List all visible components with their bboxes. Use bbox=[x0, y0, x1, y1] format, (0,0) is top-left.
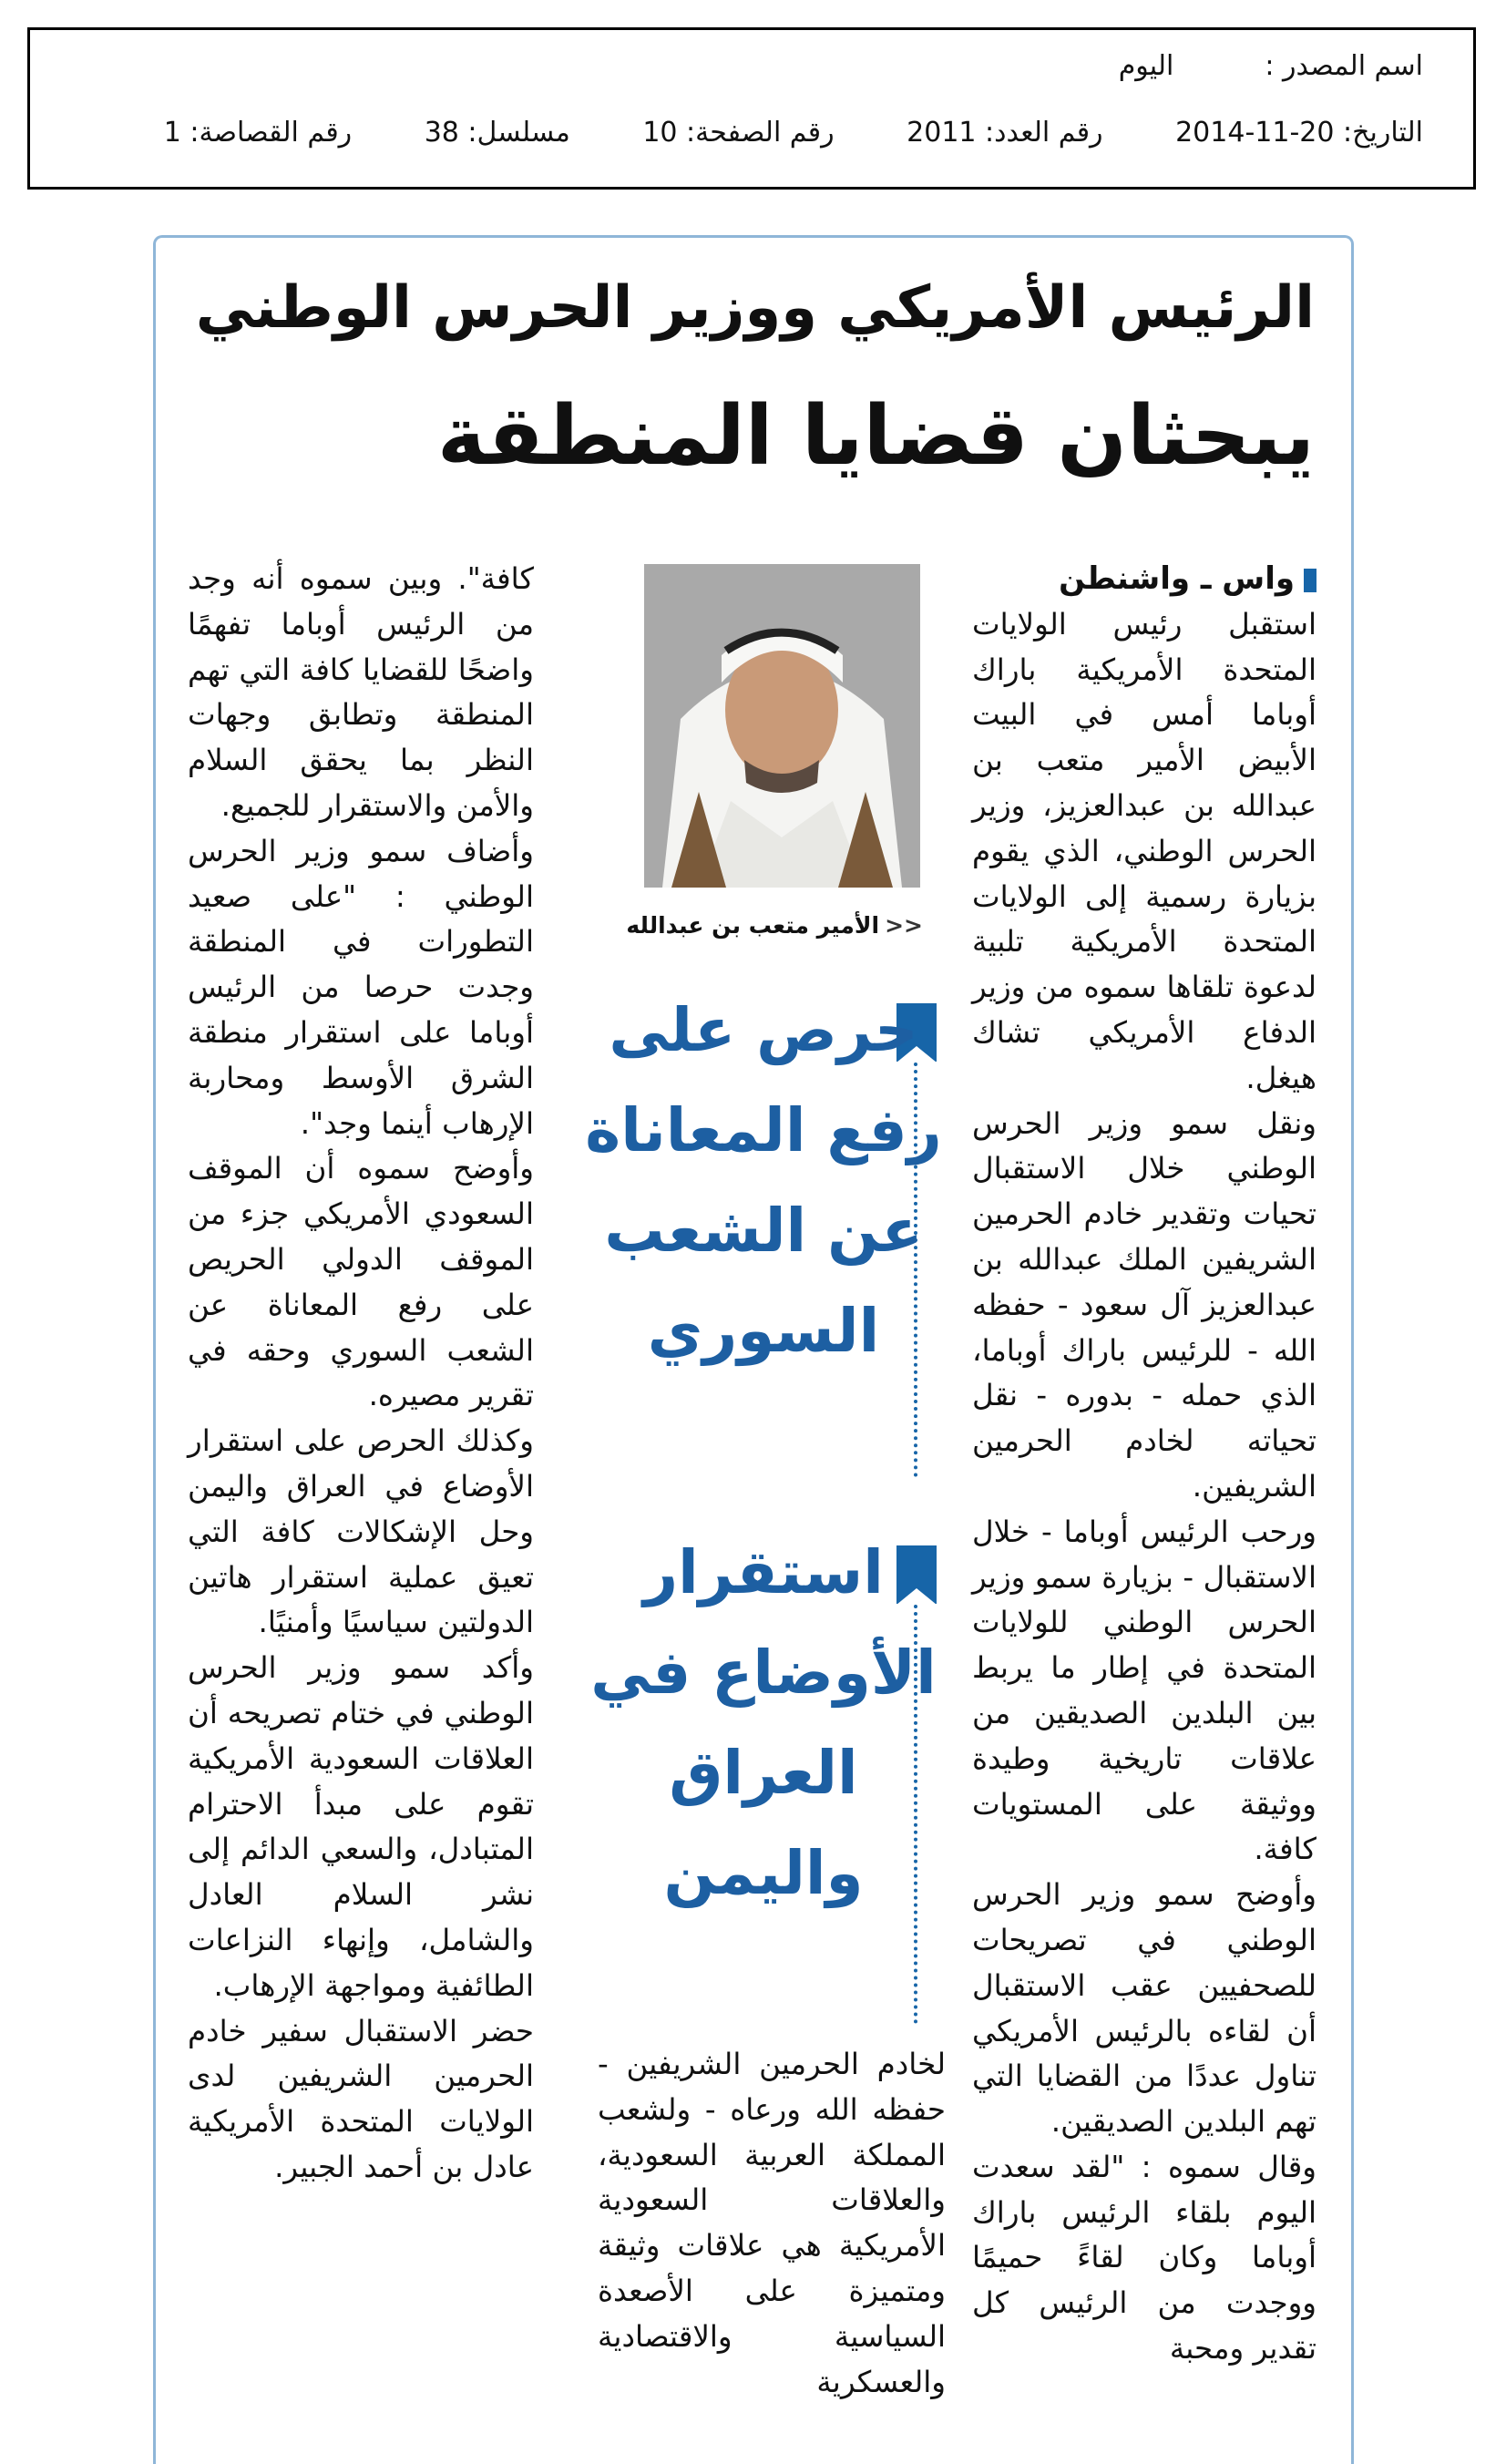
headline-line-1: الرئيس الأمريكي ووزير الحرس الوطني bbox=[195, 274, 1315, 342]
pull-quote-syria: حرص على رفع المعاناة عن الشعب السوري bbox=[585, 995, 942, 1366]
issue-field: رقم العدد: 2011 bbox=[907, 117, 1103, 149]
paragraph: استقبل رئيس الولايات المتحدة الأمريكية باراك أوباما أمس في البيت الأبيض الأمير متعب بن عبدالله بن عبدالعزيز، وزير الحرس الوطني، الذي يقوم بزيارة رسمية إلى الولايات المتحدة الأمريكية تلبية لدعوة تلقاها سموه من وزير الدفاع الأمريكي تشاك هيغل. bbox=[972, 606, 1316, 1095]
article-column-middle bbox=[598, 2042, 946, 2405]
paragraph: وأضاف سمو وزير الحرس الوطني : "على صعيد التطورات في المنطقة وجدت حرصا من الرئيس أوباما على استقرار منطقة الشرق الأوسط ومحاربة الإرهاب أينما وجد". bbox=[188, 833, 534, 1141]
article-column-right bbox=[972, 557, 1316, 2372]
pull-quote-iraq-yemen: استقرار الأوضاع في العراق واليمن bbox=[590, 1537, 937, 1908]
news-clipping bbox=[153, 235, 1354, 2464]
paragraph: وكذلك الحرص على استقرار الأوضاع في العراق واليمن وحل الإشكالات كافة التي تعيق عملية استقرار هاتين الدولتين سياسيًا وأمنيًا. bbox=[188, 1423, 534, 1640]
date-field: التاريخ: 20-11-2014 bbox=[1175, 117, 1423, 149]
source-label: اسم المصدر : bbox=[1265, 50, 1423, 82]
portrait-image bbox=[644, 564, 920, 888]
paragraph: وقال سموه : "لقد سعدت اليوم بلقاء الرئيس باراك أوباما وكان لقاءً حميمًا ووجدت من الرئيس كل تقدير ومحبة bbox=[972, 2149, 1316, 2366]
chevron-icon: << bbox=[885, 912, 923, 939]
paragraph: وأوضح سموه أن الموقف السعودي الأمريكي جزء من الموقف الدولي الحريص على رفع المعاناة عن الشعب السوري وحقه في تقرير مصيره. bbox=[188, 1151, 534, 1413]
paragraph: وأكد سمو وزير الحرس الوطني في ختام تصريحه أن العلاقات السعودية الأمريكية تقوم على مبدأ الاحترام المتبادل، والسعي الدائم إلى نشر السلام العادل والشامل، وإنهاء النزاعات الطائفية ومواجهة الإرهاب. bbox=[188, 1650, 534, 2003]
paragraph: لخادم الحرمين الشريفين - حفظه الله ورعاه - ولشعب المملكة العربية السعودية، والعلاقات السعودية الأمريكية هي علاقات وثيقة ومتميزة على الأصعدة السياسية والاقتصادية والعسكرية bbox=[598, 2047, 946, 2399]
dateline: واس ـ واشنطن bbox=[972, 557, 1316, 602]
paragraph: حضر الاستقبال سفير خادم الحرمين الشريفين لدى الولايات المتحدة الأمريكية عادل بن أحمد الجبير. bbox=[188, 2013, 534, 2184]
paragraph: وأوضح سمو وزير الحرس الوطني في تصريحات للصحفيين عقب الاستقبال أن لقاءه بالرئيس الأمريكي تناول عددًا من القضايا التي تهم البلدين الصديقين. bbox=[972, 1877, 1316, 2140]
serial-field: مسلسل: 38 bbox=[424, 117, 570, 149]
bookmark-icon bbox=[1304, 569, 1316, 592]
source-name: اليوم bbox=[1118, 50, 1174, 82]
issue-row bbox=[100, 117, 1423, 149]
paragraph: كافة". وبين سموه أنه وجد من الرئيس أوباما تفهمًا واضحًا للقضايا كافة التي تهم المنطقة وتطابق وجهات النظر بما يحقق السلام والأمن والاستقرار للجميع. bbox=[188, 561, 534, 823]
paragraph: ونقل سمو وزير الحرس الوطني خلال الاستقبال تحيات وتقدير خادم الحرمين الشريفين الملك عبدالله بن عبدالعزيز آل سعود - حفظه الله - للرئيس باراك أوباما، الذي حمله - بدوره - نقل تحياته لخادم الحرمين الشريفين. bbox=[972, 1105, 1316, 1504]
page-field: رقم الصفحة: 10 bbox=[642, 117, 835, 149]
source-info-box bbox=[27, 27, 1476, 190]
article-column-left bbox=[188, 557, 534, 2191]
paragraph: ورحب الرئيس أوباما - خلال الاستقبال - بزيارة سمو وزير الحرس الوطني للولايات المتحدة في إطار ما يربط بين البلدين الصديقين من علاقات تاريخية وطيدة ووثيقة على المستويات كافة. bbox=[972, 1514, 1316, 1867]
portrait-photo bbox=[644, 564, 920, 888]
headline-line-2: يبحثان قضايا المنطقة bbox=[436, 388, 1315, 484]
source-row bbox=[1119, 50, 1423, 82]
clip-field: رقم القصاصة: 1 bbox=[163, 117, 353, 149]
photo-caption: <<الأمير متعب بن عبدالله bbox=[626, 912, 923, 939]
